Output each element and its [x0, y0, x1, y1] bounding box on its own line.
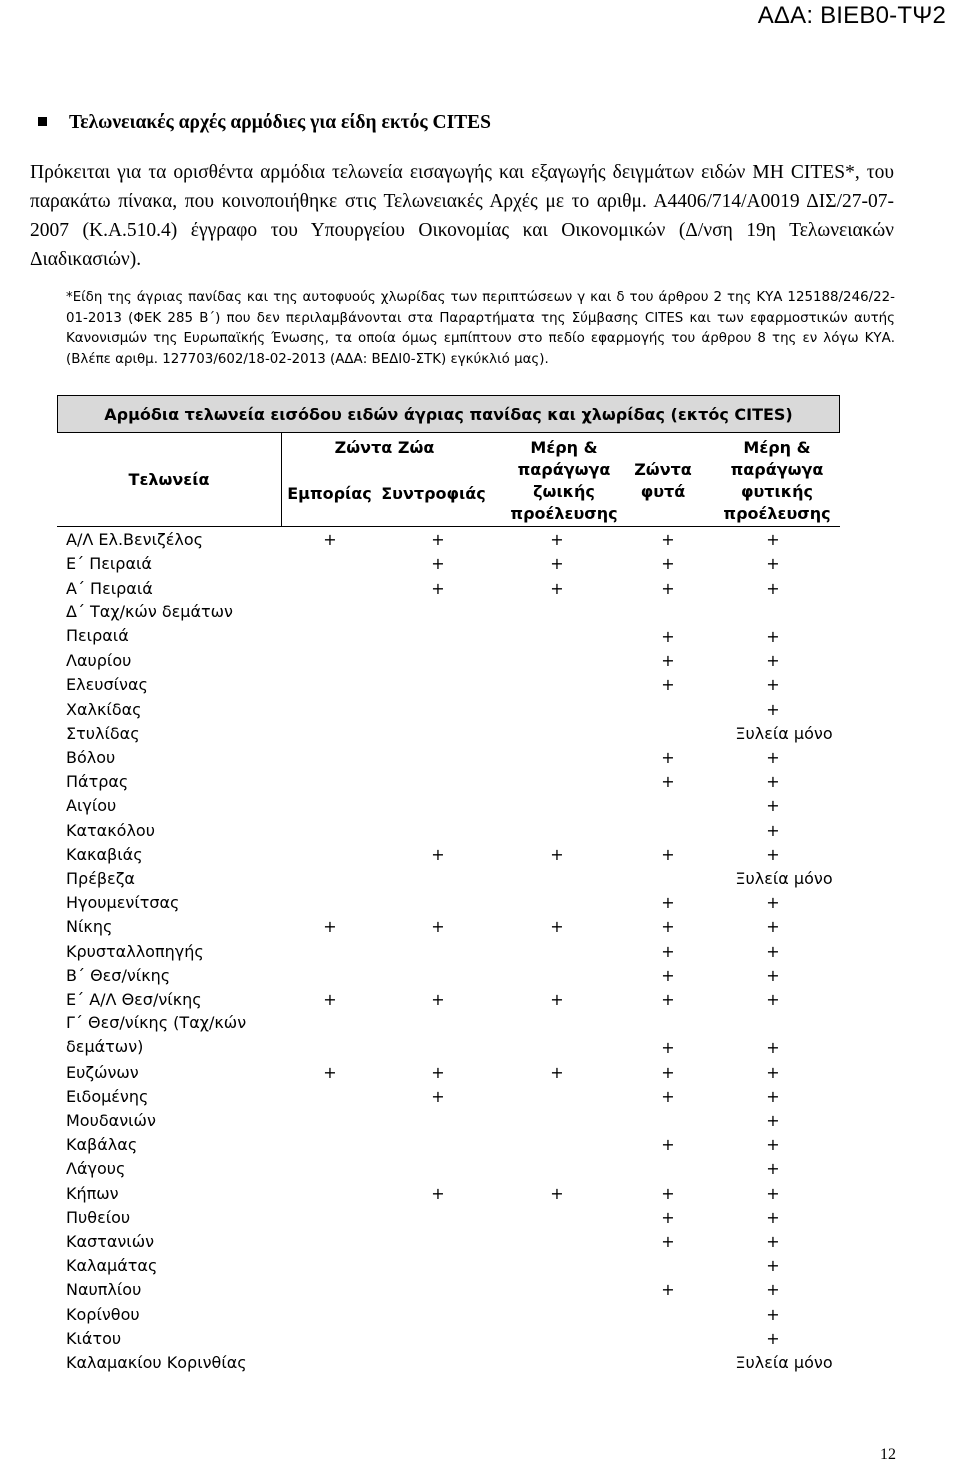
table-row	[66, 987, 846, 1011]
cell-mark: +	[766, 651, 780, 671]
cell-mark: +	[661, 626, 675, 646]
customs-office-name: Ναυπλίου	[66, 1280, 142, 1300]
cell-mark: +	[431, 1062, 445, 1082]
cell-mark: +	[550, 989, 564, 1009]
table-row	[66, 721, 846, 745]
cell-mark: +	[661, 941, 675, 961]
customs-office-name: Καστανιών	[66, 1231, 155, 1251]
cell-mark: +	[766, 941, 780, 961]
cell-mark: +	[766, 1062, 780, 1082]
table-row	[66, 648, 846, 672]
cell-mark: +	[766, 844, 780, 864]
table-row	[66, 914, 846, 938]
section-heading	[38, 112, 491, 134]
customs-office-name: Στυλίδας	[66, 723, 140, 743]
customs-office-name: Κρυσταλλοπηγής	[66, 941, 204, 961]
header-animal-parts: Μέρη & παράγωγα ζωικής προέλευσης	[510, 438, 618, 523]
cell-mark: +	[661, 893, 675, 913]
customs-office-name: Κιάτου	[66, 1328, 122, 1348]
cell-mark: +	[661, 747, 675, 767]
customs-office-name: Α΄ Πειραιά	[66, 578, 153, 598]
customs-office-name: Ε΄ Πειραιά	[66, 554, 152, 574]
cell-mark: +	[661, 1280, 675, 1300]
wood-only-note: Ξυλεία μόνο	[735, 868, 833, 888]
header-customs: Τελωνεία	[128, 470, 210, 489]
cell-mark: +	[766, 1159, 780, 1179]
table-row	[66, 938, 846, 962]
cell-mark: +	[550, 530, 564, 550]
table-row	[66, 1108, 846, 1132]
header-pets: Συντροφιάς	[381, 484, 486, 503]
cell-mark: +	[661, 844, 675, 864]
table-row	[66, 600, 846, 648]
cell-mark: +	[766, 1110, 780, 1130]
footnote-paragraph: *Είδη της άγριας πανίδας και της αυτοφυούς χλωρίδας των περιπτώσεων γ και δ του άρθρου 2 της ΚΥΑ 125188/246/22-01-2013 (ΦΕΚ 285 Β΄) που δεν περιλαμβάνονται στα Παραρτήματα της Σύμβασης CITES και των εφαρμοστικών αυτής Κανονισμών της Ευρωπαϊκής Ένωσης, τα οποία όμως εμπίπτουν στο πεδίο εφαρμογής του άρθρου 8 της εν λόγω ΚΥΑ. (Βλέπε αριθμ. 127703/602/18-02-2013 (ΑΔΑ: ΒΕΔΙ0-ΣΤΚ) εγκύκλιό μας).	[66, 290, 895, 367]
table-row	[66, 1180, 846, 1204]
customs-office-name: Αιγίου	[66, 796, 117, 816]
cell-mark: +	[431, 917, 445, 937]
cell-mark: +	[550, 1183, 564, 1203]
cell-mark: +	[431, 1183, 445, 1203]
customs-office-name: Ειδομένης	[66, 1086, 149, 1106]
table-row	[66, 769, 846, 793]
table-row	[66, 890, 846, 914]
table-row	[66, 963, 846, 987]
cell-mark: +	[431, 1086, 445, 1106]
intro-paragraph: Πρόκειται για τα ορισθέντα αρμόδια τελωνεία εισαγωγής και εξαγωγής δειγμάτων ειδών ΜΗ CITES*, του παρακάτω πίνακα, που κοινοποιήθηκε στις Τελωνειακές Αρχές με το αριθμ. Α4406/714/Α0019 ΔΙΣ/27-07-2007 (Κ.Α.510.4) έγγραφο του Υπουργείου Οικονομίας και Οικονομικών (Δ/νση 19η Τελωνειακών Διαδικασιών).	[30, 162, 894, 270]
table-row	[66, 1277, 846, 1301]
cell-mark: +	[431, 530, 445, 550]
cell-mark: +	[323, 1062, 337, 1082]
cell-mark: +	[431, 578, 445, 598]
customs-office-name: Ε΄ Α/Λ Θεσ/νίκης	[66, 989, 202, 1009]
table-row	[66, 1229, 846, 1253]
cell-mark: +	[661, 965, 675, 985]
table-row	[66, 1156, 846, 1180]
customs-office-name: Χαλκίδας	[66, 699, 142, 719]
cell-mark: +	[323, 917, 337, 937]
cell-mark: +	[550, 578, 564, 598]
table-row	[66, 1132, 846, 1156]
cell-mark: +	[766, 1207, 780, 1227]
cell-mark: +	[766, 1304, 780, 1324]
customs-office-name: Γ΄ Θεσ/νίκης (Ταχ/κών δεμάτων)	[66, 1013, 247, 1057]
cell-mark: +	[431, 844, 445, 864]
cell-mark: +	[323, 530, 337, 550]
customs-office-name: Ελευσίνας	[66, 675, 148, 695]
header-live-animals: Ζώντα Ζώα	[334, 438, 435, 457]
cell-mark: +	[661, 530, 675, 550]
cell-mark: +	[766, 1183, 780, 1203]
customs-office-name: Πρέβεζα	[66, 868, 135, 888]
customs-office-name: Λαυρίου	[66, 651, 132, 671]
cell-mark: +	[661, 1231, 675, 1251]
cell-mark: +	[766, 989, 780, 1009]
cell-mark: +	[766, 578, 780, 598]
customs-office-name: Κορίνθου	[66, 1304, 140, 1324]
cell-mark: +	[661, 772, 675, 792]
customs-office-name: Βόλου	[66, 747, 116, 767]
cell-mark: +	[431, 554, 445, 574]
cell-mark: +	[766, 675, 780, 695]
cell-mark: +	[766, 1280, 780, 1300]
cell-mark: +	[766, 1038, 780, 1058]
table-row	[66, 793, 846, 817]
table-row	[66, 1011, 846, 1059]
table-row	[66, 1301, 846, 1325]
customs-office-name: Καβάλας	[66, 1135, 138, 1155]
customs-office-name: Πάτρας	[66, 772, 129, 792]
wood-only-note: Ξυλεία μόνο	[735, 1352, 833, 1372]
customs-office-name: Νίκης	[66, 917, 113, 937]
table-row	[66, 1059, 846, 1083]
cell-mark: +	[766, 1135, 780, 1155]
cell-mark: +	[661, 675, 675, 695]
cell-mark: +	[766, 1231, 780, 1251]
cell-mark: +	[661, 1038, 675, 1058]
customs-office-name: Ευζώνων	[66, 1062, 139, 1082]
cell-mark: +	[661, 578, 675, 598]
cell-mark: +	[766, 554, 780, 574]
cell-mark: +	[550, 554, 564, 574]
header-plant-parts: Μέρη & παράγωγα φυτικής προέλευσης	[723, 438, 831, 523]
table-row	[66, 527, 846, 551]
table-row	[66, 575, 846, 599]
table-row	[66, 1084, 846, 1108]
cell-mark: +	[661, 554, 675, 574]
cell-mark: +	[661, 1086, 675, 1106]
customs-office-name: Μουδανιών	[66, 1110, 156, 1130]
cell-mark: +	[766, 965, 780, 985]
customs-office-name: Κακαβιάς	[66, 844, 143, 864]
customs-office-name: Κατακόλου	[66, 820, 155, 840]
cell-mark: +	[766, 796, 780, 816]
table-row	[66, 817, 846, 841]
table-row	[66, 1326, 846, 1350]
cell-mark: +	[323, 989, 337, 1009]
cell-mark: +	[661, 1183, 675, 1203]
cell-mark: +	[766, 917, 780, 937]
cell-mark: +	[766, 1328, 780, 1348]
cell-mark: +	[766, 1086, 780, 1106]
table-row	[66, 1350, 846, 1374]
table-row	[66, 1205, 846, 1229]
cell-mark: +	[661, 917, 675, 937]
table-row	[66, 696, 846, 720]
cell-mark: +	[661, 1062, 675, 1082]
header-live-plants: Ζώντα φυτά	[634, 460, 692, 501]
table-row	[66, 745, 846, 769]
table-row	[66, 1253, 846, 1277]
cell-mark: +	[431, 989, 445, 1009]
bullet-square-icon	[38, 117, 47, 126]
customs-office-name: Καλαμακίου Κορινθίας	[66, 1352, 247, 1372]
wood-only-note: Ξυλεία μόνο	[735, 723, 833, 743]
cell-mark: +	[766, 820, 780, 840]
cell-mark: +	[766, 1256, 780, 1276]
table-caption: Αρμόδια τελωνεία εισόδου ειδών άγριας πανίδας και χλωρίδας (εκτός CITES)	[57, 395, 840, 433]
table-row	[66, 842, 846, 866]
cell-mark: +	[661, 989, 675, 1009]
customs-office-name: Δ΄ Ταχ/κών δεμάτων Πειραιά	[66, 601, 233, 645]
table-row	[66, 551, 846, 575]
document-ada-code: ΑΔΑ: ΒΙΕΒ0-ΤΨ2	[757, 2, 946, 29]
cell-mark: +	[661, 1207, 675, 1227]
page-number: 12	[880, 1446, 896, 1463]
customs-office-name: Καλαμάτας	[66, 1256, 158, 1276]
cell-mark: +	[661, 1135, 675, 1155]
customs-office-name: Λάγους	[66, 1159, 126, 1179]
header-divider	[281, 433, 282, 527]
cell-mark: +	[766, 699, 780, 719]
customs-office-name: Α/Λ Ελ.Βενιζέλος	[66, 530, 204, 550]
cell-mark: +	[550, 1062, 564, 1082]
table-row	[66, 866, 846, 890]
cell-mark: +	[766, 893, 780, 913]
customs-office-name: Ηγουμενίτσας	[66, 893, 180, 913]
cell-mark: +	[550, 844, 564, 864]
cell-mark: +	[766, 747, 780, 767]
customs-office-name: Κήπων	[66, 1183, 119, 1203]
cell-mark: +	[766, 530, 780, 550]
cell-mark: +	[766, 772, 780, 792]
table-row	[66, 672, 846, 696]
cell-mark: +	[661, 651, 675, 671]
customs-office-name: Β΄ Θεσ/νίκης	[66, 965, 171, 985]
section-heading-text: Τελωνειακές αρχές αρμόδιες για είδη εκτός CITES	[69, 112, 492, 133]
cell-mark: +	[766, 626, 780, 646]
customs-office-name: Πυθείου	[66, 1207, 131, 1227]
header-trade: Εμπορίας	[287, 484, 372, 503]
cell-mark: +	[550, 917, 564, 937]
